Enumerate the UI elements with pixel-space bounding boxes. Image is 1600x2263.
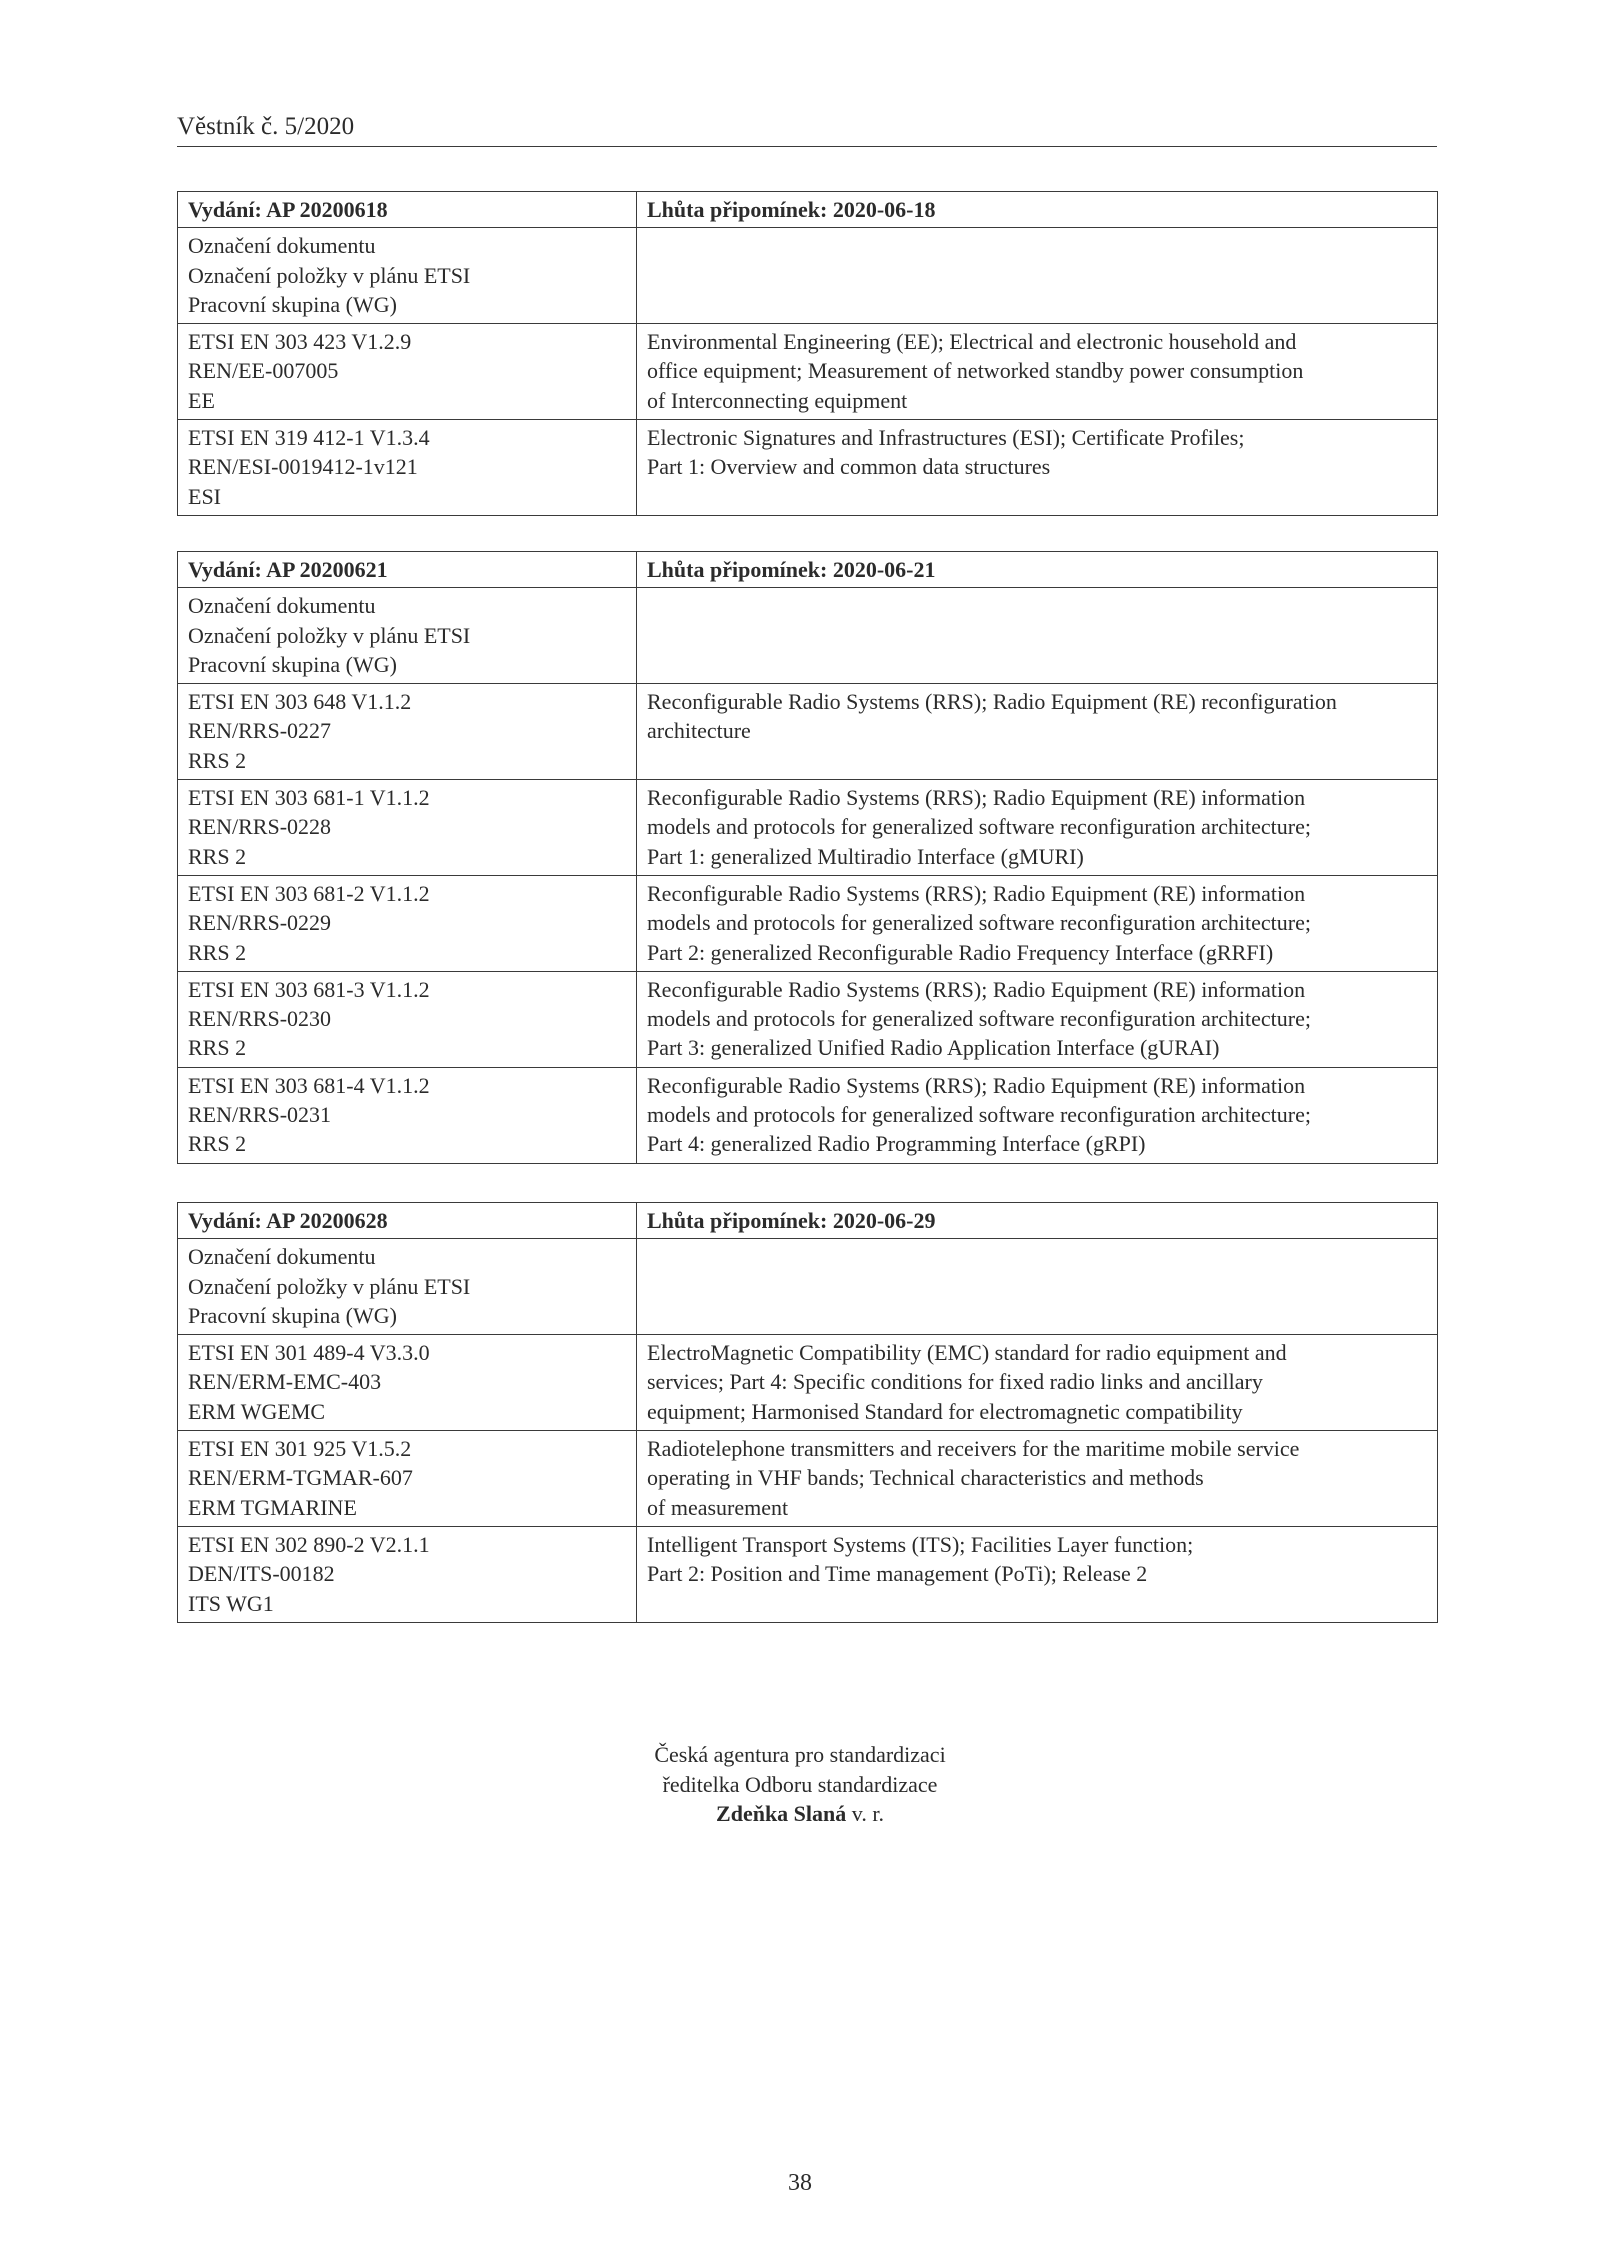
table-row (178, 684, 1438, 780)
document-ids (178, 420, 637, 516)
description-line: of measurement (647, 1494, 789, 1520)
working-group: RRS 2 (188, 939, 247, 965)
description-line: models and protocols for generalized software reconfiguration architecture; (647, 910, 1311, 936)
legend-plan-item: Označení položky v plánu ETSI (188, 262, 471, 288)
table-row (178, 780, 1438, 876)
work-item: REN/RRS-0231 (188, 1102, 332, 1128)
working-group: RRS 2 (188, 1035, 247, 1061)
legend-working-group: Pracovní skupina (WG) (188, 651, 397, 677)
signatory-line (0, 1799, 1600, 1829)
document-number: ETSI EN 319 412-1 V1.3.4 (188, 425, 430, 451)
document-description (637, 1526, 1438, 1622)
document-ids (178, 971, 637, 1067)
table-row (178, 1431, 1438, 1527)
description-line: models and protocols for generalized software reconfiguration architecture; (647, 1102, 1311, 1128)
working-group: ERM TGMARINE (188, 1494, 357, 1520)
document-ids (178, 324, 637, 420)
signatory-title: ředitelka Odboru standardizace (662, 1771, 938, 1797)
signature-block (0, 1740, 1600, 1829)
description-line: Reconfigurable Radio Systems (RRS); Radio Equipment (RE) information (647, 976, 1306, 1002)
legend-plan-item: Označení položky v plánu ETSI (188, 622, 471, 648)
description-line: Part 1: Overview and common data structures (647, 454, 1051, 480)
description-line: Part 4: generalized Radio Programming Interface (gRPI) (647, 1131, 1146, 1157)
deadline-label: Lhůta připomínek: 2020-06-18 (637, 192, 1438, 228)
page-number: 38 (788, 2170, 812, 2196)
document-number: ETSI EN 303 681-2 V1.1.2 (188, 880, 430, 906)
work-item: REN/RRS-0228 (188, 814, 332, 840)
description-line: Reconfigurable Radio Systems (RRS); Radio Equipment (RE) information (647, 880, 1306, 906)
description-line: office equipment; Measurement of networked standby power consumption (647, 358, 1304, 384)
document-description (637, 1067, 1438, 1163)
document-description (637, 420, 1438, 516)
working-group: ERM WGEMC (188, 1398, 326, 1424)
legend-working-group: Pracovní skupina (WG) (188, 291, 397, 317)
document-ids (178, 684, 637, 780)
working-group: ESI (188, 483, 221, 509)
table-row (178, 1067, 1438, 1163)
work-item: REN/RRS-0230 (188, 1006, 332, 1032)
working-group: RRS 2 (188, 747, 247, 773)
document-ids (178, 780, 637, 876)
table-row (178, 1335, 1438, 1431)
legend-document-id: Označení dokumentu (188, 233, 376, 259)
description-line: Reconfigurable Radio Systems (RRS); Radio Equipment (RE) information (647, 785, 1306, 811)
description-line: Environmental Engineering (EE); Electrical and electronic household and (647, 329, 1297, 355)
legend-row (178, 1239, 1438, 1335)
description-line: Part 1: generalized Multiradio Interface (gMURI) (647, 843, 1084, 869)
work-item: DEN/ITS-00182 (188, 1561, 335, 1587)
working-group: RRS 2 (188, 843, 247, 869)
document-description (637, 780, 1438, 876)
description-line: Electronic Signatures and Infrastructures (ESI); Certificate Profiles; (647, 425, 1245, 451)
deadline-label: Lhůta připomínek: 2020-06-21 (637, 552, 1438, 588)
work-item: REN/ERM-EMC-403 (188, 1369, 382, 1395)
document-description (637, 971, 1438, 1067)
standards-table-3 (177, 1202, 1438, 1623)
work-item: REN/RRS-0227 (188, 718, 332, 744)
work-item: REN/ERM-TGMAR-607 (188, 1465, 413, 1491)
description-line: models and protocols for generalized software reconfiguration architecture; (647, 814, 1311, 840)
document-number: ETSI EN 301 489-4 V3.3.0 (188, 1340, 430, 1366)
signatory-name: Zdeňka Slaná (716, 1801, 847, 1826)
table-header-row (178, 552, 1438, 588)
edition-label: Vydání: AP 20200618 (178, 192, 637, 228)
legend-document-id: Označení dokumentu (188, 593, 376, 619)
working-group: RRS 2 (188, 1131, 247, 1157)
description-line: equipment; Harmonised Standard for electromagnetic compatibility (647, 1398, 1243, 1424)
description-line: services; Part 4: Specific conditions for fixed radio links and ancillary (647, 1369, 1263, 1395)
legend-working-group: Pracovní skupina (WG) (188, 1302, 397, 1328)
legend-row (178, 228, 1438, 324)
standards-table-2 (177, 551, 1438, 1164)
description-line: Reconfigurable Radio Systems (RRS); Radio Equipment (RE) information (647, 1072, 1306, 1098)
table-row (178, 875, 1438, 971)
signatory-suffix: v. r. (846, 1801, 884, 1826)
document-number: ETSI EN 303 681-3 V1.1.2 (188, 976, 430, 1002)
document-ids (178, 1335, 637, 1431)
document-ids (178, 1067, 637, 1163)
document-description (637, 684, 1438, 780)
edition-label: Vydání: AP 20200628 (178, 1203, 637, 1239)
legend-empty-cell (637, 588, 1438, 684)
standards-table-1 (177, 191, 1438, 516)
table-row (178, 324, 1438, 420)
table-row (178, 420, 1438, 516)
description-line: Reconfigurable Radio Systems (RRS); Radio Equipment (RE) reconfiguration (647, 689, 1337, 715)
table-row (178, 971, 1438, 1067)
work-item: REN/RRS-0229 (188, 910, 332, 936)
work-item: REN/ESI-0019412-1v121 (188, 454, 418, 480)
legend-cell (178, 228, 637, 324)
document-number: ETSI EN 301 925 V1.5.2 (188, 1436, 412, 1462)
document-number: ETSI EN 303 681-1 V1.1.2 (188, 785, 430, 811)
document-number: ETSI EN 303 423 V1.2.9 (188, 329, 412, 355)
legend-document-id: Označení dokumentu (188, 1244, 376, 1270)
legend-plan-item: Označení položky v plánu ETSI (188, 1273, 471, 1299)
description-line: architecture (647, 718, 751, 744)
edition-label: Vydání: AP 20200621 (178, 552, 637, 588)
document-description (637, 875, 1438, 971)
description-line: Part 2: generalized Reconfigurable Radio Frequency Interface (gRRFI) (647, 939, 1274, 965)
description-line: Part 3: generalized Unified Radio Application Interface (gURAI) (647, 1035, 1220, 1061)
working-group: ITS WG1 (188, 1590, 274, 1616)
work-item: REN/EE-007005 (188, 358, 339, 384)
deadline-label: Lhůta připomínek: 2020-06-29 (637, 1203, 1438, 1239)
document-ids (178, 875, 637, 971)
document-ids (178, 1431, 637, 1527)
description-line: Part 2: Position and Time management (PoTi); Release 2 (647, 1561, 1148, 1587)
legend-row (178, 588, 1438, 684)
legend-cell (178, 1239, 637, 1335)
document-ids (178, 1526, 637, 1622)
page-header (177, 112, 1437, 147)
document-number: ETSI EN 303 681-4 V1.1.2 (188, 1072, 430, 1098)
working-group: EE (188, 387, 215, 413)
description-line: of Interconnecting equipment (647, 387, 908, 413)
table-header-row (178, 192, 1438, 228)
table-row (178, 1526, 1438, 1622)
description-line: Radiotelephone transmitters and receivers for the maritime mobile service (647, 1436, 1300, 1462)
document-description (637, 1335, 1438, 1431)
document-number: ETSI EN 303 648 V1.1.2 (188, 689, 412, 715)
bulletin-title: Věstník č. 5/2020 (177, 113, 355, 140)
agency-name: Česká agentura pro standardizaci (654, 1742, 946, 1767)
document-description (637, 1431, 1438, 1527)
description-line: models and protocols for generalized software reconfiguration architecture; (647, 1006, 1311, 1032)
legend-empty-cell (637, 1239, 1438, 1335)
document-number: ETSI EN 302 890-2 V2.1.1 (188, 1531, 430, 1557)
description-line: ElectroMagnetic Compatibility (EMC) standard for radio equipment and (647, 1340, 1287, 1366)
description-line: operating in VHF bands; Technical characteristics and methods (647, 1465, 1204, 1491)
description-line: Intelligent Transport Systems (ITS); Facilities Layer function; (647, 1531, 1194, 1557)
table-header-row (178, 1203, 1438, 1239)
legend-empty-cell (637, 228, 1438, 324)
document-description (637, 324, 1438, 420)
legend-cell (178, 588, 637, 684)
